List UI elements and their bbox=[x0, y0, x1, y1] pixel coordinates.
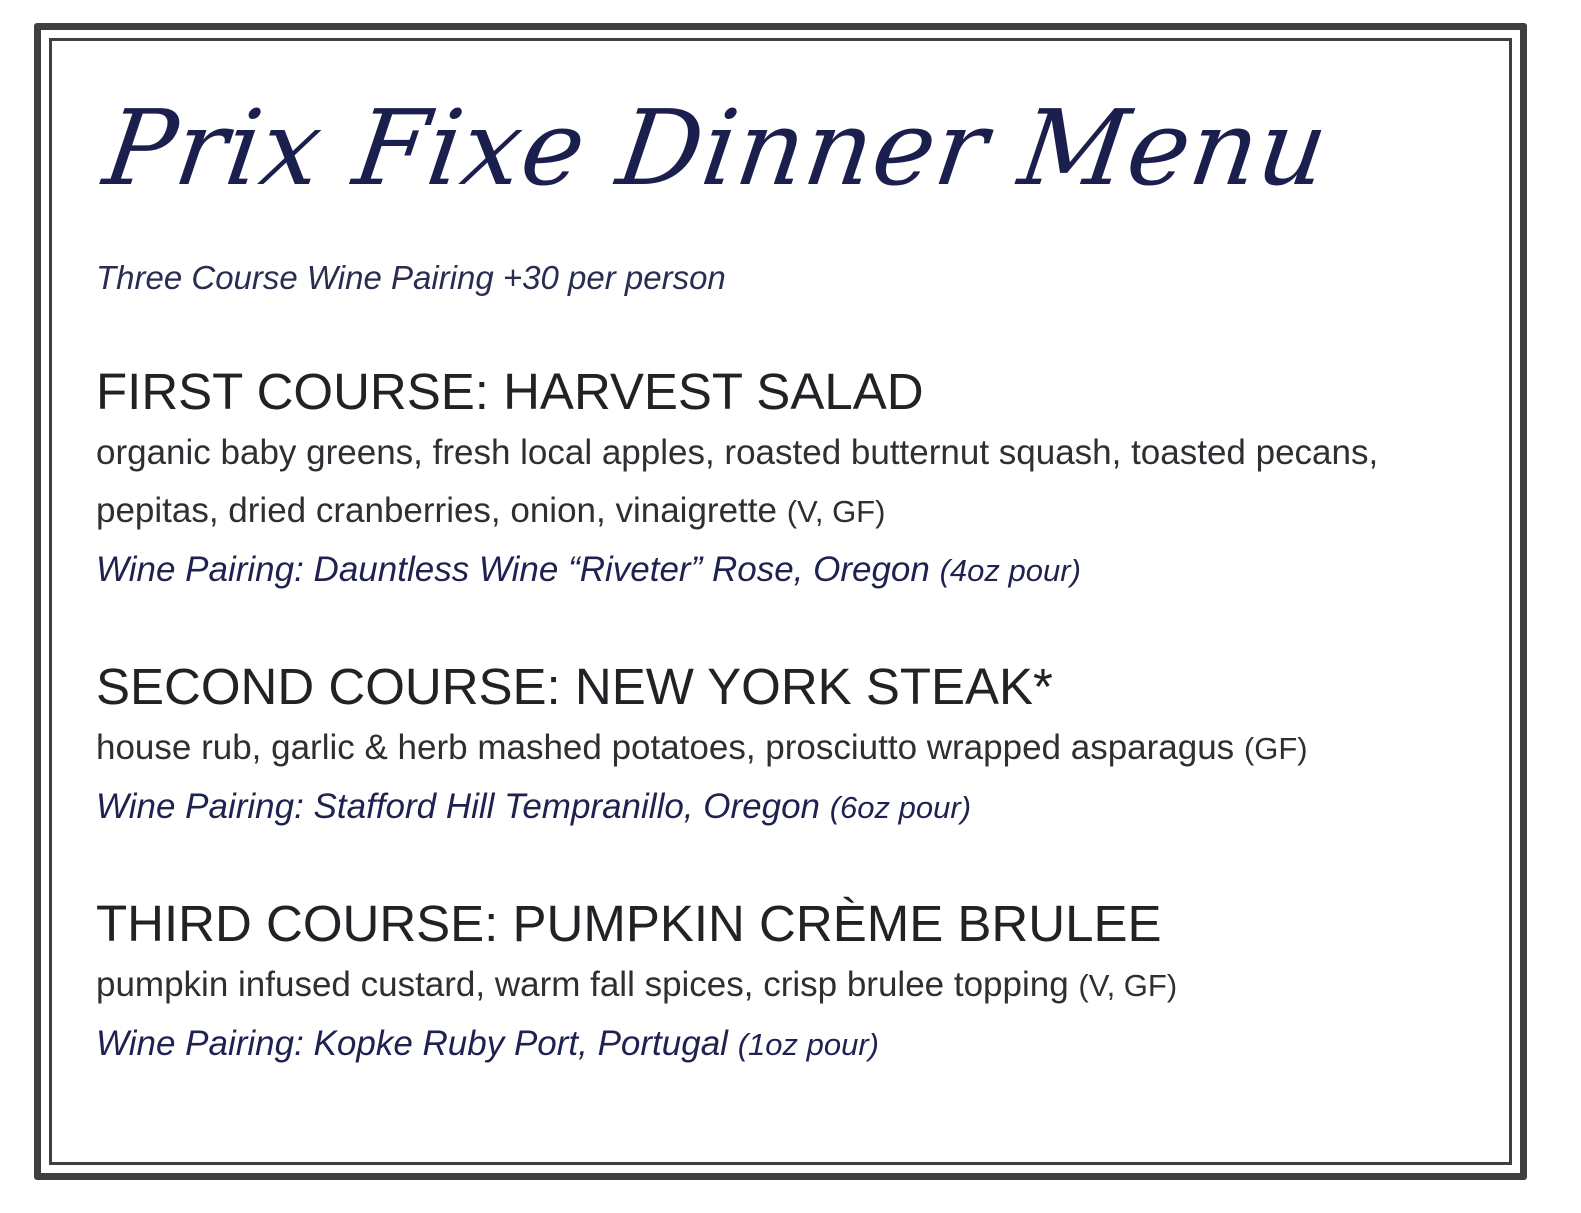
menu-title: Prix Fixe Dinner Menu bbox=[97, 87, 1336, 209]
first-course bbox=[96, 360, 1496, 600]
dietary-note: (V, GF) bbox=[786, 494, 886, 529]
course-description bbox=[96, 424, 1496, 541]
wine-pairing-text: Wine Pairing: Dauntless Wine “Riveter” Rose, Oregon bbox=[96, 550, 930, 589]
course-description-text: pumpkin infused custard, warm fall spices, crisp brulee topping bbox=[96, 965, 1069, 1004]
dietary-note: (GF) bbox=[1243, 731, 1308, 766]
third-course bbox=[96, 892, 1496, 1074]
course-description bbox=[96, 719, 1496, 778]
course-description-text: house rub, garlic & herb mashed potatoes, prosciutto wrapped asparagus bbox=[96, 728, 1235, 767]
wine-pairing-text: Wine Pairing: Stafford Hill Tempranillo, Oregon bbox=[96, 787, 820, 826]
course-heading: SECOND COURSE: NEW YORK STEAK* bbox=[96, 658, 1053, 715]
wine-pairing-text: Wine Pairing: Kopke Ruby Port, Portugal bbox=[96, 1024, 728, 1063]
course-heading: FIRST COURSE: HARVEST SALAD bbox=[96, 363, 924, 420]
course-heading: THIRD COURSE: PUMPKIN CRÈME BRULEE bbox=[96, 895, 1162, 952]
pour-size: (1oz pour) bbox=[737, 1027, 879, 1062]
dietary-note: (V, GF) bbox=[1078, 968, 1178, 1003]
pour-size: (6oz pour) bbox=[829, 790, 972, 825]
wine-pairing bbox=[96, 541, 1496, 600]
course-description bbox=[96, 956, 1496, 1015]
wine-pairing bbox=[96, 1015, 1496, 1074]
second-course bbox=[96, 655, 1496, 837]
pour-size: (4oz pour) bbox=[939, 553, 1081, 588]
course-description-text: organic baby greens, fresh local apples, roasted butternut squash, toasted pecans, pepitas, dried cranberries, onion, vinaigrette bbox=[96, 433, 1379, 530]
wine-pairing bbox=[96, 778, 1496, 837]
wine-pairing-price: Three Course Wine Pairing +30 per person bbox=[96, 259, 726, 296]
